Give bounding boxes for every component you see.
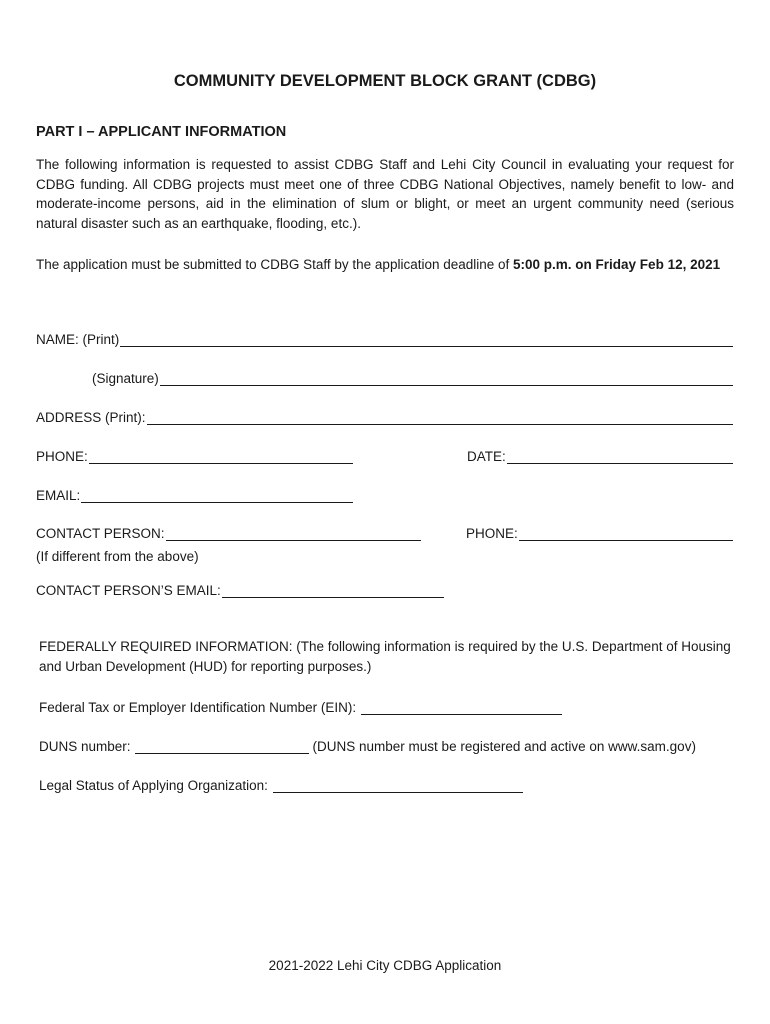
email-label: EMAIL: [36, 488, 81, 503]
contact-person-input-line[interactable] [166, 525, 421, 541]
contact-phone-field[interactable] [466, 521, 733, 541]
duns-label: DUNS number: [39, 739, 131, 754]
date-field[interactable] [467, 444, 733, 464]
legal-status-field[interactable] [39, 773, 523, 793]
contact-email-input-line[interactable] [222, 582, 444, 598]
signature-field[interactable] [92, 366, 733, 386]
contact-phone-label: PHONE: [466, 526, 518, 541]
part-heading: PART I – APPLICANT INFORMATION [36, 124, 287, 140]
deadline-text: The application must be submitted to CDBG Staff by the application deadline of [36, 257, 514, 272]
address-label: ADDRESS (Print): [36, 410, 146, 425]
contact-email-label: CONTACT PERSON’S EMAIL: [36, 583, 221, 598]
address-field[interactable] [36, 405, 733, 425]
date-input-line[interactable] [507, 448, 733, 464]
ein-input-line[interactable] [361, 699, 562, 715]
email-input-line[interactable] [81, 487, 353, 503]
address-input-line[interactable] [147, 409, 733, 425]
legal-status-label: Legal Status of Applying Organization: [39, 778, 268, 793]
deadline-date: 5:00 p.m. on Friday Feb 12, 2021 [513, 257, 721, 272]
name-field[interactable] [36, 327, 733, 347]
deadline-paragraph [36, 255, 734, 275]
duns-input-line[interactable] [135, 738, 309, 754]
contact-person-label: CONTACT PERSON: [36, 526, 165, 541]
ein-label: Federal Tax or Employer Identification Number (EIN): [39, 700, 357, 715]
document-title: COMMUNITY DEVELOPMENT BLOCK GRANT (CDBG) [173, 72, 597, 90]
legal-status-input-line[interactable] [273, 777, 523, 793]
duns-field[interactable] [39, 734, 739, 754]
federal-info-intro: FEDERALLY REQUIRED INFORMATION: (The following information is required by the U.S. Department of Housing and Urban Development (HUD) for reporting purposes.) [39, 639, 731, 674]
date-label: DATE: [467, 449, 506, 464]
contact-note: (If different from the above) [36, 549, 199, 564]
contact-person-field[interactable] [36, 521, 421, 541]
intro-paragraph: The following information is requested to assist CDBG Staff and Lehi City Council in evaluating your request for CDBG funding. All CDBG projects must meet one of three CDBG National Objectives, namely benefit to low- and moderate-income persons, aid in the elimination of slum or blight, or meet an urgent community need (serious natural disaster such as an earthquake, flooding, etc.). [36, 157, 734, 231]
duns-note: (DUNS number must be registered and active on www.sam.gov) [312, 739, 696, 754]
page-footer: 2021-2022 Lehi City CDBG Application [268, 958, 502, 973]
contact-email-field[interactable] [36, 578, 444, 598]
name-input-line[interactable] [120, 331, 733, 347]
ein-field[interactable] [39, 695, 562, 715]
name-label: NAME: (Print) [36, 332, 120, 347]
signature-label: (Signature) [92, 371, 159, 386]
phone-field[interactable] [36, 444, 353, 464]
email-field[interactable] [36, 483, 353, 503]
phone-label: PHONE: [36, 449, 88, 464]
phone-input-line[interactable] [89, 448, 353, 464]
signature-input-line[interactable] [160, 370, 733, 386]
contact-phone-input-line[interactable] [519, 525, 733, 541]
